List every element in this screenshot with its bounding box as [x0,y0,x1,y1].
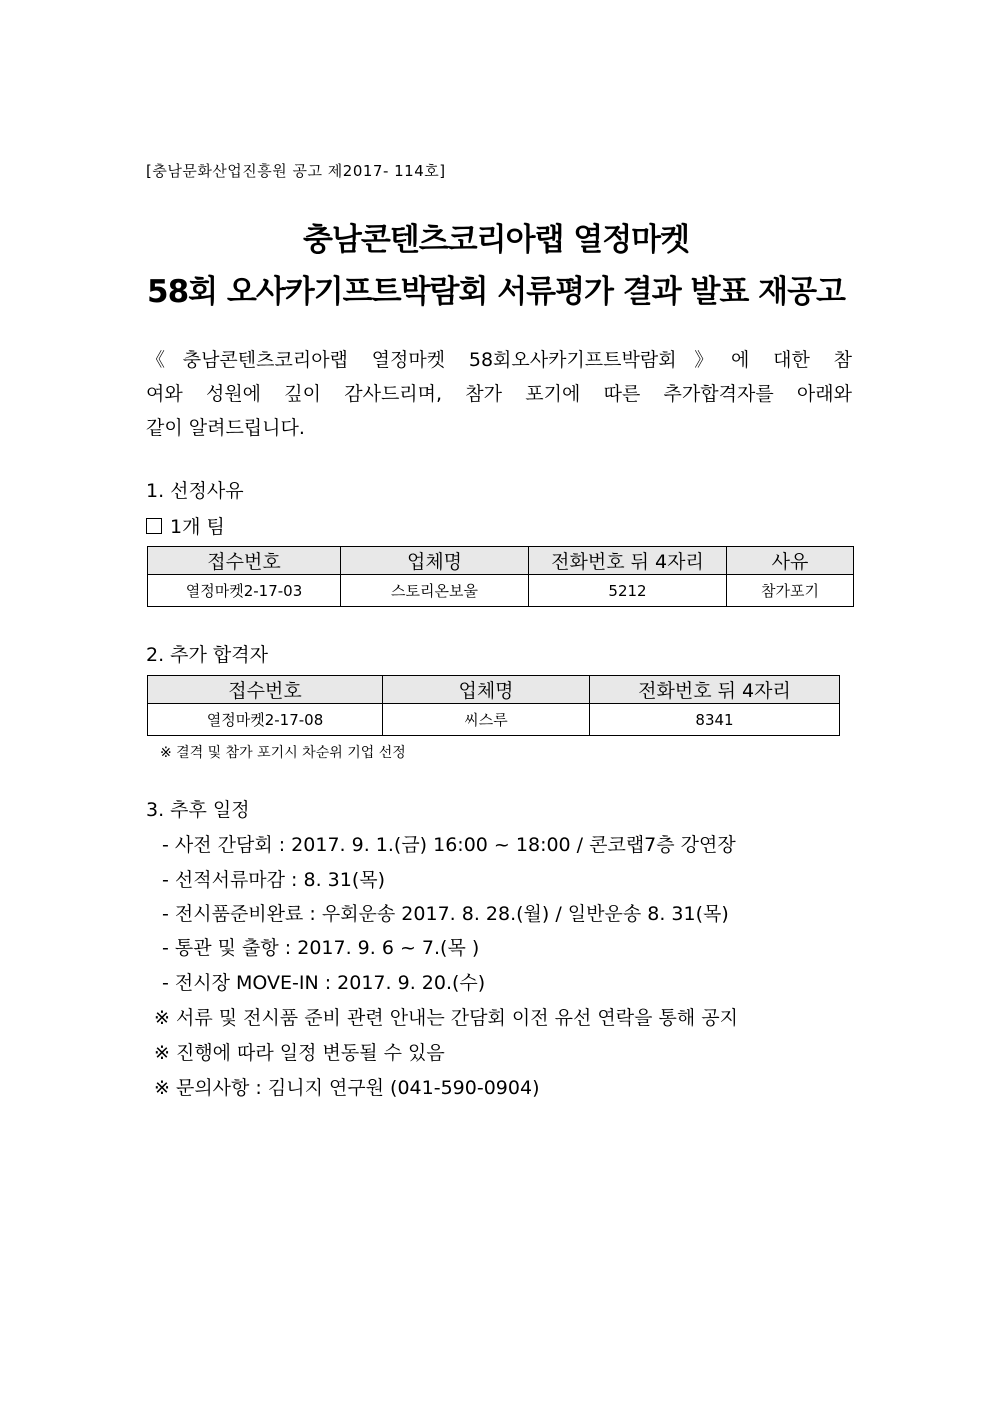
title-line-2: 58회 오사카기프트박람회 서류평가 결과 발표 재공고 [147,274,845,310]
checkbox-icon [146,518,162,534]
table-cell: 열정마켓2-17-08 [148,704,383,736]
remark-item: ※ 진행에 따라 일정 변동될 수 있음 [154,1042,445,1064]
table-cell: 5212 [529,575,727,607]
schedule-item: - 전시품준비완료 : 우회운송 2017. 8. 28.(월) / 일반운송 8. 31(목) [162,903,729,925]
schedule-item: - 전시장 MOVE-IN : 2017. 9. 20.(수) [162,972,486,994]
team-count-line [146,512,225,539]
column-header: 전화번호 뒤 4자리 [529,547,727,575]
section-2-heading: 2. 추가 합격자 [146,644,268,666]
table-cell: 스토리온보울 [341,575,529,607]
intro-line-1: 《충남콘텐츠코리아랩 열정마켓 58회오사카기프트박람회》에 대한 참 [146,349,852,371]
column-header: 사유 [727,547,854,575]
section-1-heading: 1. 선정사유 [146,480,244,502]
schedule-item: - 통관 및 출항 : 2017. 9. 6 ~ 7.(목 ) [162,937,480,959]
remark-item: ※ 서류 및 전시품 준비 관련 안내는 간담회 이전 유선 연락을 통해 공지 [154,1007,738,1029]
section-3-heading: 3. 추후 일정 [146,799,250,821]
table-header-row [148,676,840,704]
intro-line-2: 여와 성원에 깊이 감사드리며, 참가 포기에 따른 추가합격자를 아래와 [146,383,852,405]
table-cell: 참가포기 [727,575,854,607]
column-header: 업체명 [383,676,590,704]
schedule-item: - 선적서류마감 : 8. 31(목) [162,869,386,891]
intro-line-3: 같이 알려드립니다. [146,417,305,439]
table-cell: 8341 [590,704,840,736]
selection-reason-table [147,546,854,607]
title-line-1: 충남콘텐츠코리아랩 열정마켓 [302,222,690,258]
selection-note: ※ 결격 및 참가 포기시 차순위 기업 선정 [160,745,406,761]
additional-pass-table [147,675,840,736]
table-cell: 열정마켓2-17-03 [148,575,341,607]
column-header: 업체명 [341,547,529,575]
team-count: 1개 팀 [170,516,225,538]
table-row [148,704,840,736]
notice-number: [충남문화산업진흥원 공고 제2017- 114호] [146,162,446,180]
column-header: 접수번호 [148,676,383,704]
table-row [148,575,854,607]
table-header-row [148,547,854,575]
column-header: 전화번호 뒤 4자리 [590,676,840,704]
schedule-item: - 사전 간담회 : 2017. 9. 1.(금) 16:00 ~ 18:00 / 콘코랩7층 강연장 [162,834,736,856]
remark-item: ※ 문의사항 : 김니지 연구원 (041-590-0904) [154,1077,540,1099]
table-cell: 씨스루 [383,704,590,736]
column-header: 접수번호 [148,547,341,575]
